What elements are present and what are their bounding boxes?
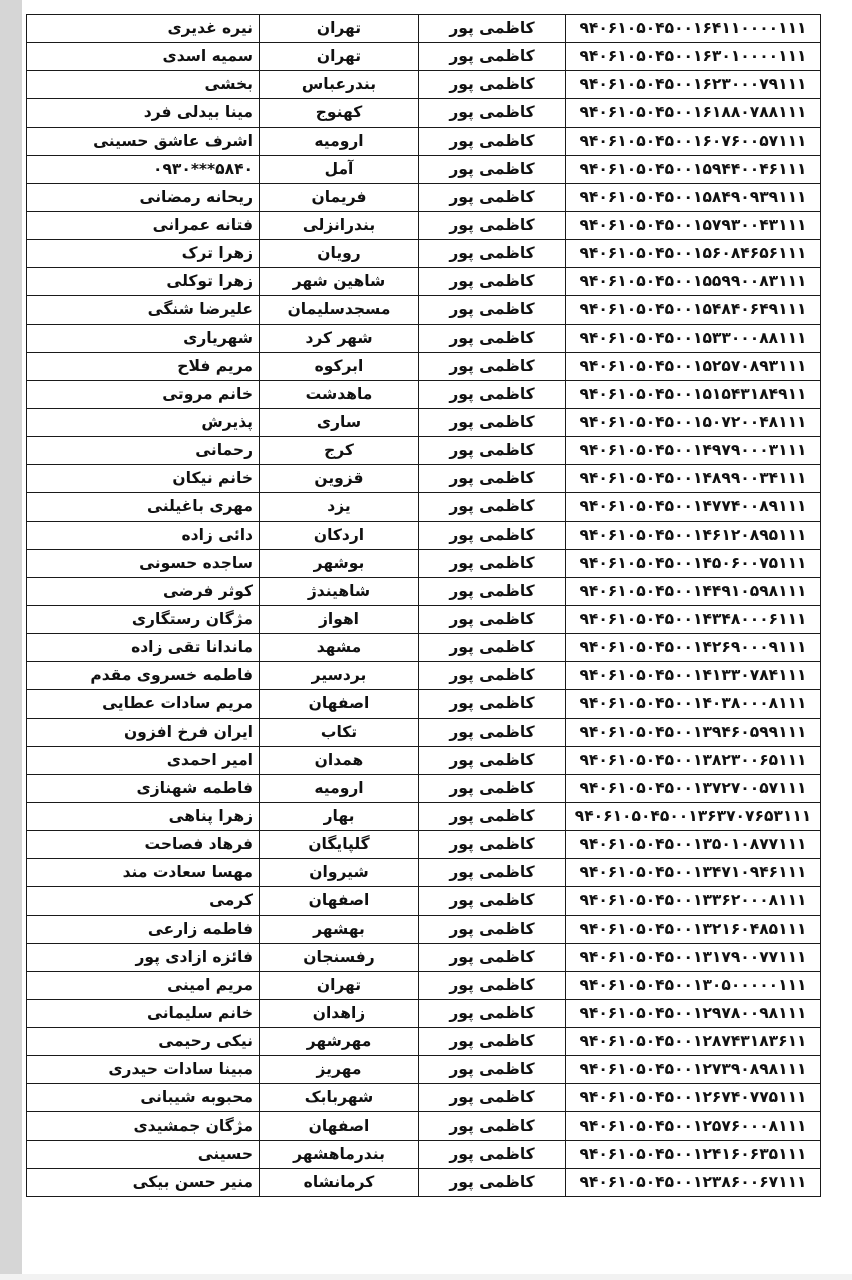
city-cell: ساری [260,408,419,436]
table-row [27,127,821,155]
tracking-number-cell: ۹۴۰۶۱۰۵۰۴۵۰۰۱۵۲۵۷۰۸۹۳۱۱۱ [566,352,821,380]
tracking-number-cell: ۹۴۰۶۱۰۵۰۴۵۰۰۱۶۴۱۱۰۰۰۰۱۱۱ [566,15,821,43]
table-row [27,1084,821,1112]
table-row [27,408,821,436]
agent-cell: کاظمی پور [419,549,566,577]
agent-cell: کاظمی پور [419,802,566,830]
shipment-table-body [27,15,821,1197]
city-cell: شیروان [260,859,419,887]
city-cell: بهار [260,802,419,830]
document-sheet [22,0,852,1280]
recipient-name-cell: مریم امینی [27,971,260,999]
recipient-name-cell: مژگان رستگاری [27,605,260,633]
table-row [27,859,821,887]
table-row [27,634,821,662]
table-row [27,268,821,296]
table-row [27,352,821,380]
tracking-number-cell: ۹۴۰۶۱۰۵۰۴۵۰۰۱۳۶۳۷۰۷۶۵۳۱۱۱ [566,802,821,830]
agent-cell: کاظمی پور [419,71,566,99]
table-row [27,493,821,521]
recipient-name-cell: نیره غدیری [27,15,260,43]
table-row [27,1140,821,1168]
table-row [27,155,821,183]
tracking-number-cell: ۹۴۰۶۱۰۵۰۴۵۰۰۱۳۰۵۰۰۰۰۰۱۱۱ [566,971,821,999]
table-row [27,549,821,577]
agent-cell: کاظمی پور [419,831,566,859]
recipient-name-cell: رحمانی [27,437,260,465]
table-row [27,577,821,605]
recipient-name-cell: زهرا پناهی [27,802,260,830]
recipient-name-cell: نیکی رحیمی [27,1028,260,1056]
tracking-number-cell: ۹۴۰۶۱۰۵۰۴۵۰۰۱۵۱۵۴۳۱۸۴۹۱۱ [566,380,821,408]
agent-cell: کاظمی پور [419,1084,566,1112]
agent-cell: کاظمی پور [419,127,566,155]
recipient-name-cell: خانم سلیمانی [27,999,260,1027]
table-row [27,1056,821,1084]
agent-cell: کاظمی پور [419,859,566,887]
tracking-number-cell: ۹۴۰۶۱۰۵۰۴۵۰۰۱۲۳۸۶۰۰۶۷۱۱۱ [566,1168,821,1196]
table-row [27,15,821,43]
agent-cell: کاظمی پور [419,662,566,690]
agent-cell: کاظمی پور [419,887,566,915]
recipient-name-cell: ماندانا تقی زاده [27,634,260,662]
agent-cell: کاظمی پور [419,999,566,1027]
tracking-number-cell: ۹۴۰۶۱۰۵۰۴۵۰۰۱۶۰۷۶۰۰۵۷۱۱۱ [566,127,821,155]
recipient-name-cell: مهری باغیلنی [27,493,260,521]
tracking-number-cell: ۹۴۰۶۱۰۵۰۴۵۰۰۱۴۳۴۸۰۰۰۶۱۱۱ [566,605,821,633]
agent-cell: کاظمی پور [419,690,566,718]
agent-cell: کاظمی پور [419,1112,566,1140]
tracking-number-cell: ۹۴۰۶۱۰۵۰۴۵۰۰۱۵۴۸۴۰۶۴۹۱۱۱ [566,296,821,324]
recipient-name-cell: ریحانه رمضانی [27,183,260,211]
recipient-name-cell: خانم نیکان [27,465,260,493]
city-cell: همدان [260,746,419,774]
tracking-number-cell: ۹۴۰۶۱۰۵۰۴۵۰۰۱۵۵۹۹۰۰۸۳۱۱۱ [566,268,821,296]
tracking-number-cell: ۹۴۰۶۱۰۵۰۴۵۰۰۱۴۰۳۸۰۰۰۸۱۱۱ [566,690,821,718]
city-cell: آمل [260,155,419,183]
recipient-name-cell: علیرضا شنگی [27,296,260,324]
tracking-number-cell: ۹۴۰۶۱۰۵۰۴۵۰۰۱۲۷۳۹۰۸۹۸۱۱۱ [566,1056,821,1084]
tracking-number-cell: ۹۴۰۶۱۰۵۰۴۵۰۰۱۴۹۷۹۰۰۰۳۱۱۱ [566,437,821,465]
city-cell: رفسنجان [260,943,419,971]
recipient-name-cell: امیر احمدی [27,746,260,774]
recipient-name-cell: دائی زاده [27,521,260,549]
city-cell: بردسیر [260,662,419,690]
city-cell: کرج [260,437,419,465]
tracking-number-cell: ۹۴۰۶۱۰۵۰۴۵۰۰۱۵۰۷۲۰۰۴۸۱۱۱ [566,408,821,436]
tracking-number-cell: ۹۴۰۶۱۰۵۰۴۵۰۰۱۳۷۲۷۰۰۵۷۱۱۱ [566,774,821,802]
tracking-number-cell: ۹۴۰۶۱۰۵۰۴۵۰۰۱۵۷۹۳۰۰۴۳۱۱۱ [566,211,821,239]
table-row [27,943,821,971]
agent-cell: کاظمی پور [419,774,566,802]
table-row [27,521,821,549]
table-row [27,183,821,211]
city-cell: تکاب [260,718,419,746]
recipient-name-cell: سمیه اسدی [27,43,260,71]
tracking-number-cell: ۹۴۰۶۱۰۵۰۴۵۰۰۱۳۸۲۳۰۰۶۵۱۱۱ [566,746,821,774]
city-cell: اصفهان [260,690,419,718]
city-cell: مهریز [260,1056,419,1084]
table-row [27,746,821,774]
table-row [27,718,821,746]
recipient-name-cell: ساجده حسونی [27,549,260,577]
agent-cell: کاظمی پور [419,493,566,521]
agent-cell: کاظمی پور [419,577,566,605]
city-cell: گلپایگان [260,831,419,859]
recipient-name-cell: کوثر فرضی [27,577,260,605]
recipient-name-cell: فاطمه خسروی مقدم [27,662,260,690]
agent-cell: کاظمی پور [419,183,566,211]
recipient-name-cell: مژگان جمشیدی [27,1112,260,1140]
city-cell: اهواز [260,605,419,633]
recipient-name-cell: شهریاری [27,324,260,352]
agent-cell: کاظمی پور [419,915,566,943]
tracking-number-cell: ۹۴۰۶۱۰۵۰۴۵۰۰۱۶۲۳۰۰۰۷۹۱۱۱ [566,71,821,99]
tracking-number-cell: ۹۴۰۶۱۰۵۰۴۵۰۰۱۳۴۷۱۰۹۴۶۱۱۱ [566,859,821,887]
city-cell: شاهیندژ [260,577,419,605]
tracking-number-cell: ۹۴۰۶۱۰۵۰۴۵۰۰۱۳۳۶۲۰۰۰۸۱۱۱ [566,887,821,915]
table-row [27,971,821,999]
table-row [27,437,821,465]
tracking-number-cell: ۹۴۰۶۱۰۵۰۴۵۰۰۱۵۳۳۰۰۰۸۸۱۱۱ [566,324,821,352]
tracking-number-cell: ۹۴۰۶۱۰۵۰۴۵۰۰۱۳۲۱۶۰۴۸۵۱۱۱ [566,915,821,943]
table-row [27,802,821,830]
city-cell: تهران [260,971,419,999]
tracking-number-cell: ۹۴۰۶۱۰۵۰۴۵۰۰۱۵۹۴۴۰۰۴۶۱۱۱ [566,155,821,183]
page-margin-strip [0,0,22,1280]
recipient-name-cell: خانم مروتی [27,380,260,408]
tracking-number-cell: ۹۴۰۶۱۰۵۰۴۵۰۰۱۲۹۷۸۰۰۹۸۱۱۱ [566,999,821,1027]
recipient-name-cell: زهرا توکلی [27,268,260,296]
recipient-name-cell: زهرا ترک [27,240,260,268]
table-row [27,1028,821,1056]
table-row [27,240,821,268]
tracking-number-cell: ۹۴۰۶۱۰۵۰۴۵۰۰۱۴۸۹۹۰۰۳۴۱۱۱ [566,465,821,493]
city-cell: تهران [260,43,419,71]
city-cell: ابرکوه [260,352,419,380]
agent-cell: کاظمی پور [419,634,566,662]
table-row [27,324,821,352]
city-cell: ارومیه [260,774,419,802]
city-cell: تهران [260,15,419,43]
table-row [27,690,821,718]
agent-cell: کاظمی پور [419,943,566,971]
agent-cell: کاظمی پور [419,1028,566,1056]
recipient-name-cell: فاطمه زارعی [27,915,260,943]
recipient-name-cell: فاطمه شهنازی [27,774,260,802]
agent-cell: کاظمی پور [419,43,566,71]
city-cell: شاهین شهر [260,268,419,296]
city-cell: بوشهر [260,549,419,577]
table-row [27,662,821,690]
agent-cell: کاظمی پور [419,324,566,352]
tracking-number-cell: ۹۴۰۶۱۰۵۰۴۵۰۰۱۲۸۷۴۳۱۸۳۶۱۱ [566,1028,821,1056]
table-row [27,999,821,1027]
shipment-table [26,14,821,1197]
city-cell: زاهدان [260,999,419,1027]
recipient-name-cell: ایران فرخ افزون [27,718,260,746]
agent-cell: کاظمی پور [419,380,566,408]
table-row [27,831,821,859]
tracking-number-cell: ۹۴۰۶۱۰۵۰۴۵۰۰۱۴۶۱۲۰۸۹۵۱۱۱ [566,521,821,549]
recipient-name-cell: مبینا سادات حیدری [27,1056,260,1084]
agent-cell: کاظمی پور [419,352,566,380]
agent-cell: کاظمی پور [419,408,566,436]
table-row [27,915,821,943]
tracking-number-cell: ۹۴۰۶۱۰۵۰۴۵۰۰۱۵۶۰۸۴۶۵۶۱۱۱ [566,240,821,268]
city-cell: شهربابک [260,1084,419,1112]
tracking-number-cell: ۹۴۰۶۱۰۵۰۴۵۰۰۱۴۷۷۴۰۰۸۹۱۱۱ [566,493,821,521]
agent-cell: کاظمی پور [419,746,566,774]
table-row [27,1112,821,1140]
recipient-name-cell: بخشی [27,71,260,99]
recipient-name-cell: پذیرش [27,408,260,436]
recipient-name-cell: محبوبه شیبانی [27,1084,260,1112]
city-cell: بندرانزلی [260,211,419,239]
agent-cell: کاظمی پور [419,971,566,999]
tracking-number-cell: ۹۴۰۶۱۰۵۰۴۵۰۰۱۳۹۴۶۰۵۹۹۱۱۱ [566,718,821,746]
city-cell: رویان [260,240,419,268]
page-bottom-edge [0,1274,852,1280]
recipient-name-cell: فرهاد فصاحت [27,831,260,859]
city-cell: یزد [260,493,419,521]
table-row [27,887,821,915]
table-row [27,774,821,802]
tracking-number-cell: ۹۴۰۶۱۰۵۰۴۵۰۰۱۶۱۸۸۰۷۸۸۱۱۱ [566,99,821,127]
tracking-number-cell: ۹۴۰۶۱۰۵۰۴۵۰۰۱۲۶۷۴۰۷۷۵۱۱۱ [566,1084,821,1112]
recipient-name-cell: ۰۹۳۰***۵۸۴۰ [27,155,260,183]
city-cell: کرمانشاه [260,1168,419,1196]
recipient-name-cell: مینا بیدلی فرد [27,99,260,127]
city-cell: بندرماهشهر [260,1140,419,1168]
table-row [27,71,821,99]
agent-cell: کاظمی پور [419,296,566,324]
table-row [27,296,821,324]
city-cell: مهرشهر [260,1028,419,1056]
city-cell: مشهد [260,634,419,662]
agent-cell: کاظمی پور [419,1140,566,1168]
city-cell: فریمان [260,183,419,211]
city-cell: ارومیه [260,127,419,155]
recipient-name-cell: منیر حسن بیکی [27,1168,260,1196]
city-cell: اردکان [260,521,419,549]
tracking-number-cell: ۹۴۰۶۱۰۵۰۴۵۰۰۱۳۱۷۹۰۰۷۷۱۱۱ [566,943,821,971]
city-cell: اصفهان [260,887,419,915]
table-row [27,380,821,408]
recipient-name-cell: کرمی [27,887,260,915]
table-row [27,99,821,127]
city-cell: بندرعباس [260,71,419,99]
table-row [27,605,821,633]
tracking-number-cell: ۹۴۰۶۱۰۵۰۴۵۰۰۱۴۲۶۹۰۰۰۹۱۱۱ [566,634,821,662]
city-cell: قزوین [260,465,419,493]
agent-cell: کاظمی پور [419,437,566,465]
agent-cell: کاظمی پور [419,605,566,633]
tracking-number-cell: ۹۴۰۶۱۰۵۰۴۵۰۰۱۵۸۴۹۰۹۳۹۱۱۱ [566,183,821,211]
table-row [27,211,821,239]
recipient-name-cell: مهسا سعادت مند [27,859,260,887]
recipient-name-cell: مریم فلاح [27,352,260,380]
recipient-name-cell: مریم سادات عطایی [27,690,260,718]
tracking-number-cell: ۹۴۰۶۱۰۵۰۴۵۰۰۱۴۱۳۳۰۷۸۴۱۱۱ [566,662,821,690]
tracking-number-cell: ۹۴۰۶۱۰۵۰۴۵۰۰۱۲۴۱۶۰۶۳۵۱۱۱ [566,1140,821,1168]
agent-cell: کاظمی پور [419,718,566,746]
city-cell: مسجدسلیمان [260,296,419,324]
table-row [27,1168,821,1196]
city-cell: ماهدشت [260,380,419,408]
city-cell: بهشهر [260,915,419,943]
city-cell: شهر کرد [260,324,419,352]
recipient-name-cell: اشرف عاشق حسینی [27,127,260,155]
recipient-name-cell: فائزه ازادی پور [27,943,260,971]
agent-cell: کاظمی پور [419,155,566,183]
agent-cell: کاظمی پور [419,15,566,43]
agent-cell: کاظمی پور [419,240,566,268]
agent-cell: کاظمی پور [419,268,566,296]
tracking-number-cell: ۹۴۰۶۱۰۵۰۴۵۰۰۱۴۴۹۱۰۵۹۸۱۱۱ [566,577,821,605]
tracking-number-cell: ۹۴۰۶۱۰۵۰۴۵۰۰۱۴۵۰۶۰۰۷۵۱۱۱ [566,549,821,577]
recipient-name-cell: حسینی [27,1140,260,1168]
agent-cell: کاظمی پور [419,465,566,493]
city-cell: کهنوج [260,99,419,127]
table-row [27,465,821,493]
agent-cell: کاظمی پور [419,99,566,127]
table-row [27,43,821,71]
agent-cell: کاظمی پور [419,1168,566,1196]
tracking-number-cell: ۹۴۰۶۱۰۵۰۴۵۰۰۱۶۳۰۱۰۰۰۰۱۱۱ [566,43,821,71]
agent-cell: کاظمی پور [419,521,566,549]
tracking-number-cell: ۹۴۰۶۱۰۵۰۴۵۰۰۱۲۵۷۶۰۰۰۸۱۱۱ [566,1112,821,1140]
recipient-name-cell: فتانه عمرانی [27,211,260,239]
agent-cell: کاظمی پور [419,1056,566,1084]
tracking-number-cell: ۹۴۰۶۱۰۵۰۴۵۰۰۱۳۵۰۱۰۸۷۷۱۱۱ [566,831,821,859]
agent-cell: کاظمی پور [419,211,566,239]
city-cell: اصفهان [260,1112,419,1140]
